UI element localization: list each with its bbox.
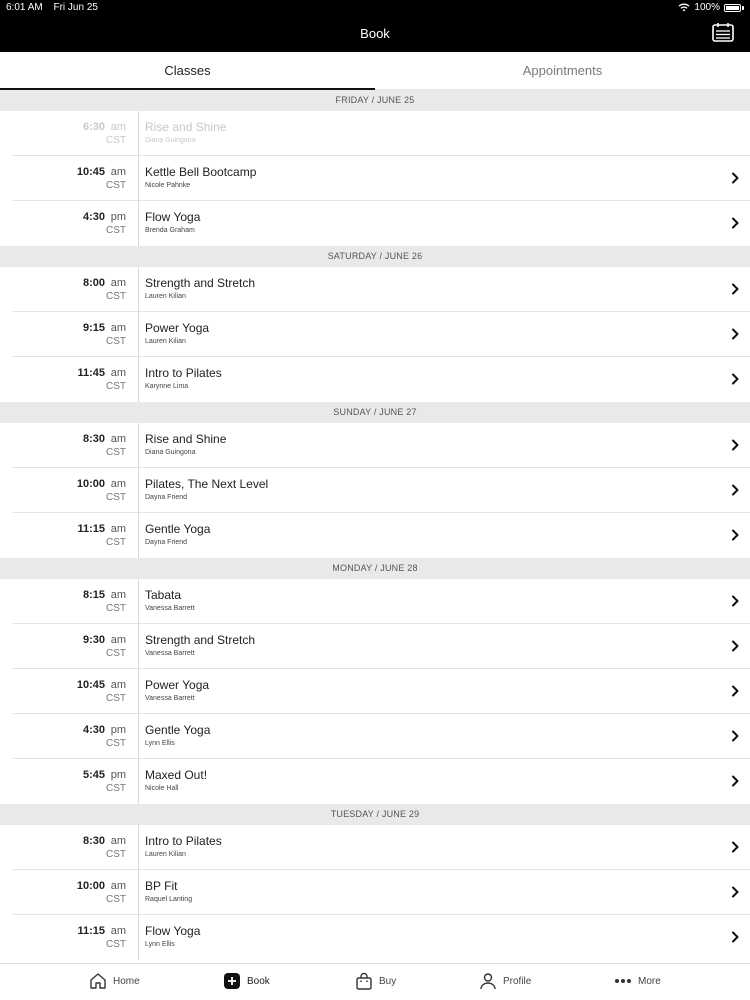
class-timezone: CST [106,738,126,749]
home-icon [89,972,107,990]
class-time-ampm: am [110,589,126,601]
class-instructor: Lauren Kilian [145,338,186,345]
class-name: Strength and Stretch [145,633,256,647]
class-timezone: CST [106,939,126,950]
class-row[interactable] [13,915,750,960]
class-time-value: 8:30 [82,835,105,847]
class-time-ampm: am [110,433,126,445]
day-group [0,579,750,804]
nav-more-label: More [638,975,661,987]
status-right [678,2,744,13]
class-timezone: CST [106,537,126,548]
calendar-icon[interactable] [712,22,734,42]
more-dots-icon [614,972,632,990]
chevron-right-icon [730,283,740,295]
class-time [13,156,133,201]
chevron-right-icon [730,775,740,787]
class-time-value: 8:00 [82,277,105,289]
class-info [145,210,200,234]
class-time [13,312,133,357]
row-divider [138,111,139,156]
class-info [145,834,222,858]
class-time [13,111,133,156]
chevron-right-icon [730,886,740,898]
class-instructor: Lynn Ellis [145,740,175,747]
class-row[interactable] [13,423,750,468]
class-name: Strength and Stretch [145,276,256,290]
class-time-value: 11:15 [77,523,105,535]
class-time-value: 9:15 [82,322,105,334]
chevron-right-icon [730,217,740,229]
class-name: Power Yoga [145,678,210,692]
class-info [145,678,209,702]
class-name: Tabata [145,588,182,602]
class-instructor: Vanessa Barrett [145,650,195,657]
class-time-ampm: am [110,166,126,178]
day-header: MONDAY / JUNE 28 [0,558,750,579]
chevron-right-icon [730,529,740,541]
class-time-ampm: am [110,925,126,937]
battery-percent: 100% [694,2,720,13]
class-name: Intro to Pilates [145,366,222,380]
chevron-right-icon [730,931,740,943]
class-timezone: CST [106,135,126,146]
row-divider [138,870,139,915]
class-row[interactable] [13,624,750,669]
class-timezone: CST [106,894,126,905]
row-divider [138,825,139,870]
class-info [145,432,226,456]
nav-buy[interactable] [355,972,396,990]
class-timezone: CST [106,648,126,659]
class-row[interactable] [13,714,750,759]
class-timezone: CST [106,783,126,794]
class-time-value: 11:45 [77,367,105,379]
chevron-right-icon [730,172,740,184]
class-row [13,111,750,156]
class-time-ampm: pm [110,724,126,736]
chevron-right-icon [730,484,740,496]
class-name: Rise and Shine [145,120,227,134]
class-instructor: Diana Guingona [145,449,196,456]
class-name: Rise and Shine [145,432,227,446]
class-time-value: 9:30 [82,634,105,646]
class-time [13,579,133,624]
class-row[interactable] [13,201,750,246]
class-time-ampm: am [110,835,126,847]
class-time-ampm: am [110,679,126,691]
bottom-nav [0,963,750,1000]
class-info [145,276,255,300]
row-divider [138,423,139,468]
class-row[interactable] [13,669,750,714]
person-icon [479,972,497,990]
chevron-right-icon [730,439,740,451]
row-divider [138,624,139,669]
class-time [13,267,133,312]
day-header: SATURDAY / JUNE 26 [0,246,750,267]
class-instructor: Dayna Friend [145,539,188,546]
class-time-ampm: am [110,478,126,490]
class-name: Gentle Yoga [145,723,211,737]
chevron-right-icon [730,328,740,340]
class-timezone: CST [106,336,126,347]
nav-buy-label: Buy [379,975,397,987]
class-time [13,201,133,246]
class-time [13,669,133,714]
row-divider [138,312,139,357]
class-info [145,924,200,948]
tab-classes-label: Classes [164,63,211,78]
class-row[interactable] [13,825,750,870]
class-time-ampm: am [110,322,126,334]
tab-appointments[interactable] [375,52,750,90]
class-instructor: Nicole Pahnke [145,182,191,189]
class-name: Gentle Yoga [145,522,211,536]
nav-home-label: Home [113,975,140,987]
class-time-value: 8:15 [82,589,105,601]
class-time-value: 10:00 [76,478,105,490]
battery-tip [742,6,744,10]
class-time-value: 8:30 [82,433,105,445]
shopping-bag-icon [355,972,373,990]
row-divider [138,579,139,624]
class-row[interactable] [13,759,750,804]
day-group [0,423,750,558]
chevron-right-icon [730,640,740,652]
class-time-ampm: am [110,121,126,133]
chevron-right-icon [730,685,740,697]
book-plus-icon [223,972,241,990]
row-divider [138,714,139,759]
nav-more[interactable] [614,972,661,990]
status-date: Fri Jun 25 [53,2,98,13]
nav-profile[interactable] [479,972,531,990]
class-timezone: CST [106,180,126,191]
class-instructor: Brenda Graham [145,227,195,234]
nav-profile-label: Profile [503,975,532,987]
class-info [145,588,195,612]
row-divider [138,267,139,312]
class-time-ampm: am [110,277,126,289]
row-divider [138,513,139,558]
row-divider [138,201,139,246]
status-time: 6:01 AM [6,2,43,13]
class-instructor: Raquel Lanting [145,896,193,903]
row-divider [138,156,139,201]
class-info [145,477,268,501]
class-info [145,120,226,144]
class-time [13,759,133,804]
class-row[interactable] [13,156,750,201]
class-time [13,825,133,870]
status-bar [0,0,750,16]
row-divider [138,468,139,513]
tab-bar [0,52,750,90]
class-row[interactable] [13,870,750,915]
class-row[interactable] [13,357,750,402]
class-time-ampm: am [110,880,126,892]
class-name: Kettle Bell Bootcamp [145,165,257,179]
class-time-value: 11:15 [77,925,105,937]
class-instructor: Vanessa Barrett [145,605,195,612]
class-info [145,366,222,390]
row-divider [138,357,139,402]
class-name: Intro to Pilates [145,834,222,848]
class-name: BP Fit [145,879,178,893]
day-header: SUNDAY / JUNE 27 [0,402,750,423]
class-info [145,165,256,189]
top-bar [0,0,750,52]
nav-home[interactable] [89,972,140,990]
class-time [13,624,133,669]
class-time-ampm: am [110,634,126,646]
chevron-right-icon [730,373,740,385]
class-time [13,468,133,513]
class-instructor: Nicole Hall [145,785,179,792]
class-time-ampm: pm [110,211,126,223]
day-group [0,267,750,402]
class-time [13,357,133,402]
class-instructor: Diana Guingona [145,137,196,144]
tab-classes[interactable] [0,52,375,90]
chevron-right-icon [730,841,740,853]
wifi-icon [678,3,690,12]
class-time-value: 6:30 [82,121,105,133]
class-instructor: Vanessa Barrett [145,695,195,702]
class-instructor: Dayna Friend [145,494,188,501]
class-time [13,423,133,468]
class-name: Pilates, The Next Level [145,477,269,491]
class-time-ampm: am [110,523,126,535]
class-time-value: 10:45 [76,166,105,178]
class-timezone: CST [106,291,126,302]
class-time [13,870,133,915]
class-name: Flow Yoga [145,924,201,938]
class-instructor: Karynne Lima [145,383,189,390]
class-instructor: Lauren Kilian [145,851,186,858]
class-timezone: CST [106,693,126,704]
class-time-value: 5:45 [82,769,105,781]
chevron-right-icon [730,595,740,607]
class-time-ampm: am [110,367,126,379]
class-time-value: 4:30 [82,211,105,223]
class-info [145,321,209,345]
day-group [0,825,750,960]
status-left [6,2,98,13]
class-timezone: CST [106,603,126,614]
class-time [13,915,133,960]
class-row[interactable] [13,513,750,558]
class-time-ampm: pm [110,769,126,781]
class-time [13,714,133,759]
class-name: Power Yoga [145,321,210,335]
class-timezone: CST [106,849,126,860]
class-instructor: Lynn Ellis [145,941,175,948]
class-time-value: 4:30 [82,724,105,736]
row-divider [138,759,139,804]
class-info [145,768,207,792]
class-time-value: 10:45 [76,679,105,691]
class-row[interactable] [13,468,750,513]
day-header: TUESDAY / JUNE 29 [0,804,750,825]
class-name: Maxed Out! [145,768,208,782]
row-divider [138,669,139,714]
class-info [145,879,192,903]
class-timezone: CST [106,225,126,236]
class-info [145,723,210,747]
day-group [0,111,750,246]
class-row[interactable] [13,267,750,312]
day-header: FRIDAY / JUNE 25 [0,90,750,111]
class-schedule-list[interactable] [0,90,750,963]
chevron-right-icon [730,730,740,742]
class-info [145,633,255,657]
class-time [13,513,133,558]
class-timezone: CST [106,447,126,458]
row-divider [138,915,139,960]
class-timezone: CST [106,381,126,392]
nav-book-label: Book [247,975,270,987]
tab-appointments-label: Appointments [522,63,603,78]
class-time-value: 10:00 [76,880,105,892]
class-timezone: CST [106,492,126,503]
page-title: Book [360,26,390,41]
class-info [145,522,210,546]
class-name: Flow Yoga [145,210,201,224]
class-row[interactable] [13,312,750,357]
class-instructor: Lauren Kilian [145,293,186,300]
battery-icon [724,4,741,12]
nav-book[interactable] [223,972,270,990]
class-row[interactable] [13,579,750,624]
